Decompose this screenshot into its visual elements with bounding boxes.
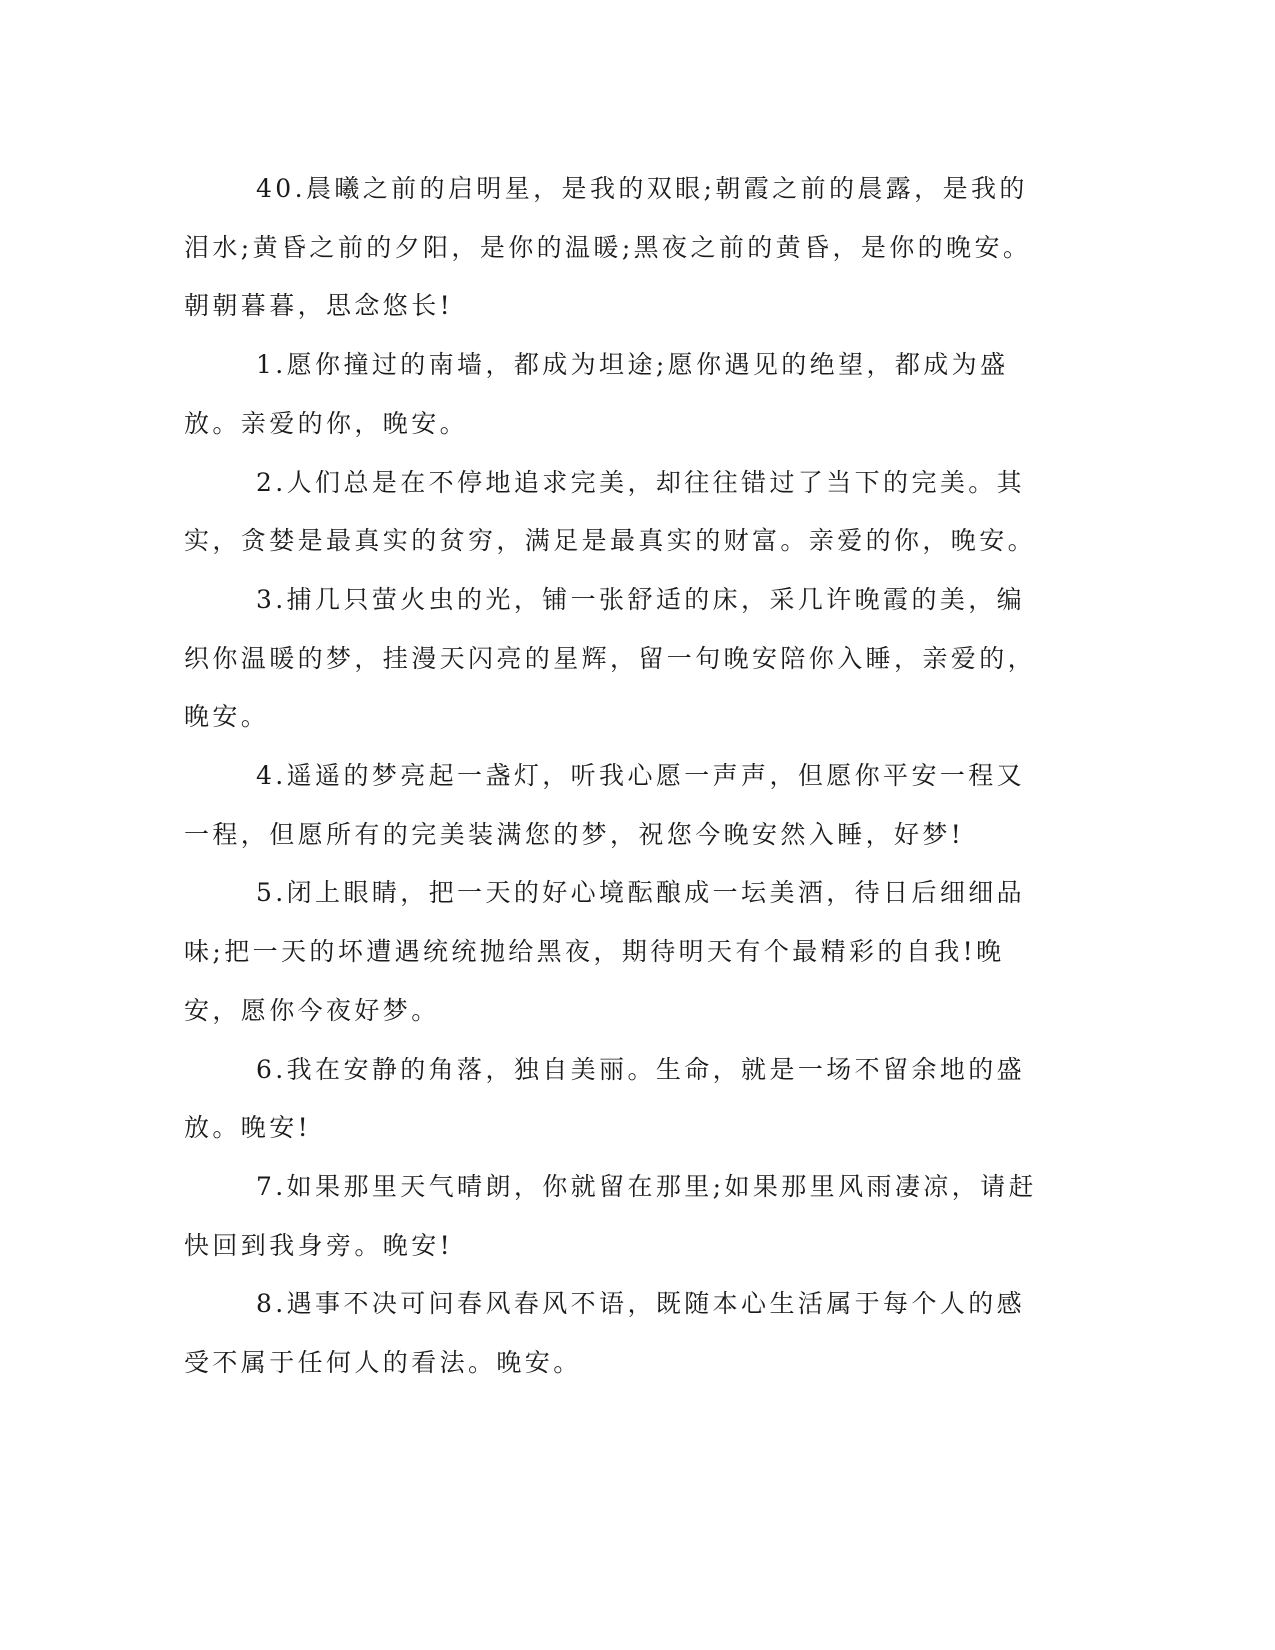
paragraph-3: 3.捕几只萤火虫的光，铺一张舒适的床，采几许晚霞的美，编织你温暖的梦，挂漫天闪亮的星辉，留一句晚安陪你入睡，亲爱的，晚安。	[184, 584, 1037, 732]
paragraph-2: 2.人们总是在不停地追求完美，却往往错过了当下的完美。其实，贪婪是最真实的贫穷，满足是最真实的财富。亲爱的你，晚安。	[184, 467, 1037, 556]
paragraph-40: 40.晨曦之前的启明星，是我的双眼;朝霞之前的晨露，是我的泪水;黄昏之前的夕阳，是你的温暖;黑夜之前的黄昏，是你的晚安。朝朝暮暮，思念悠长!	[184, 174, 1032, 321]
paragraph-1: 1.愿你撞过的南墙，都成为坦途;愿你遇见的绝望，都成为盛放。亲爱的你，晚安。	[184, 350, 1009, 438]
paragraph-7: 7.如果那里天气晴朗，你就留在那里;如果那里风雨凄凉，请赶快回到我身旁。晚安!	[184, 1171, 1037, 1260]
paragraph-5: 5.闭上眼睛，把一天的好心境酝酿成一坛美酒，待日后细细品味;把一天的坏遭遇统统抛给黑夜，期待明天有个最精彩的自我!晚安，愿你今夜好梦。	[184, 878, 1026, 1025]
paragraph-4: 4.遥遥的梦亮起一盏灯，听我心愿一声声，但愿你平安一程又一程，但愿所有的完美装满您的梦，祝您今晚安然入睡，好梦!	[184, 761, 1026, 849]
paragraph-6: 6.我在安静的角落，独自美丽。生命，就是一场不留余地的盛放。晚安!	[184, 1054, 1026, 1143]
document-body	[184, 160, 1044, 1393]
paragraph-8: 8.遇事不决可问春风春风不语，既随本心生活属于每个人的感受不属于任何人的看法。晚安。	[184, 1289, 1026, 1378]
